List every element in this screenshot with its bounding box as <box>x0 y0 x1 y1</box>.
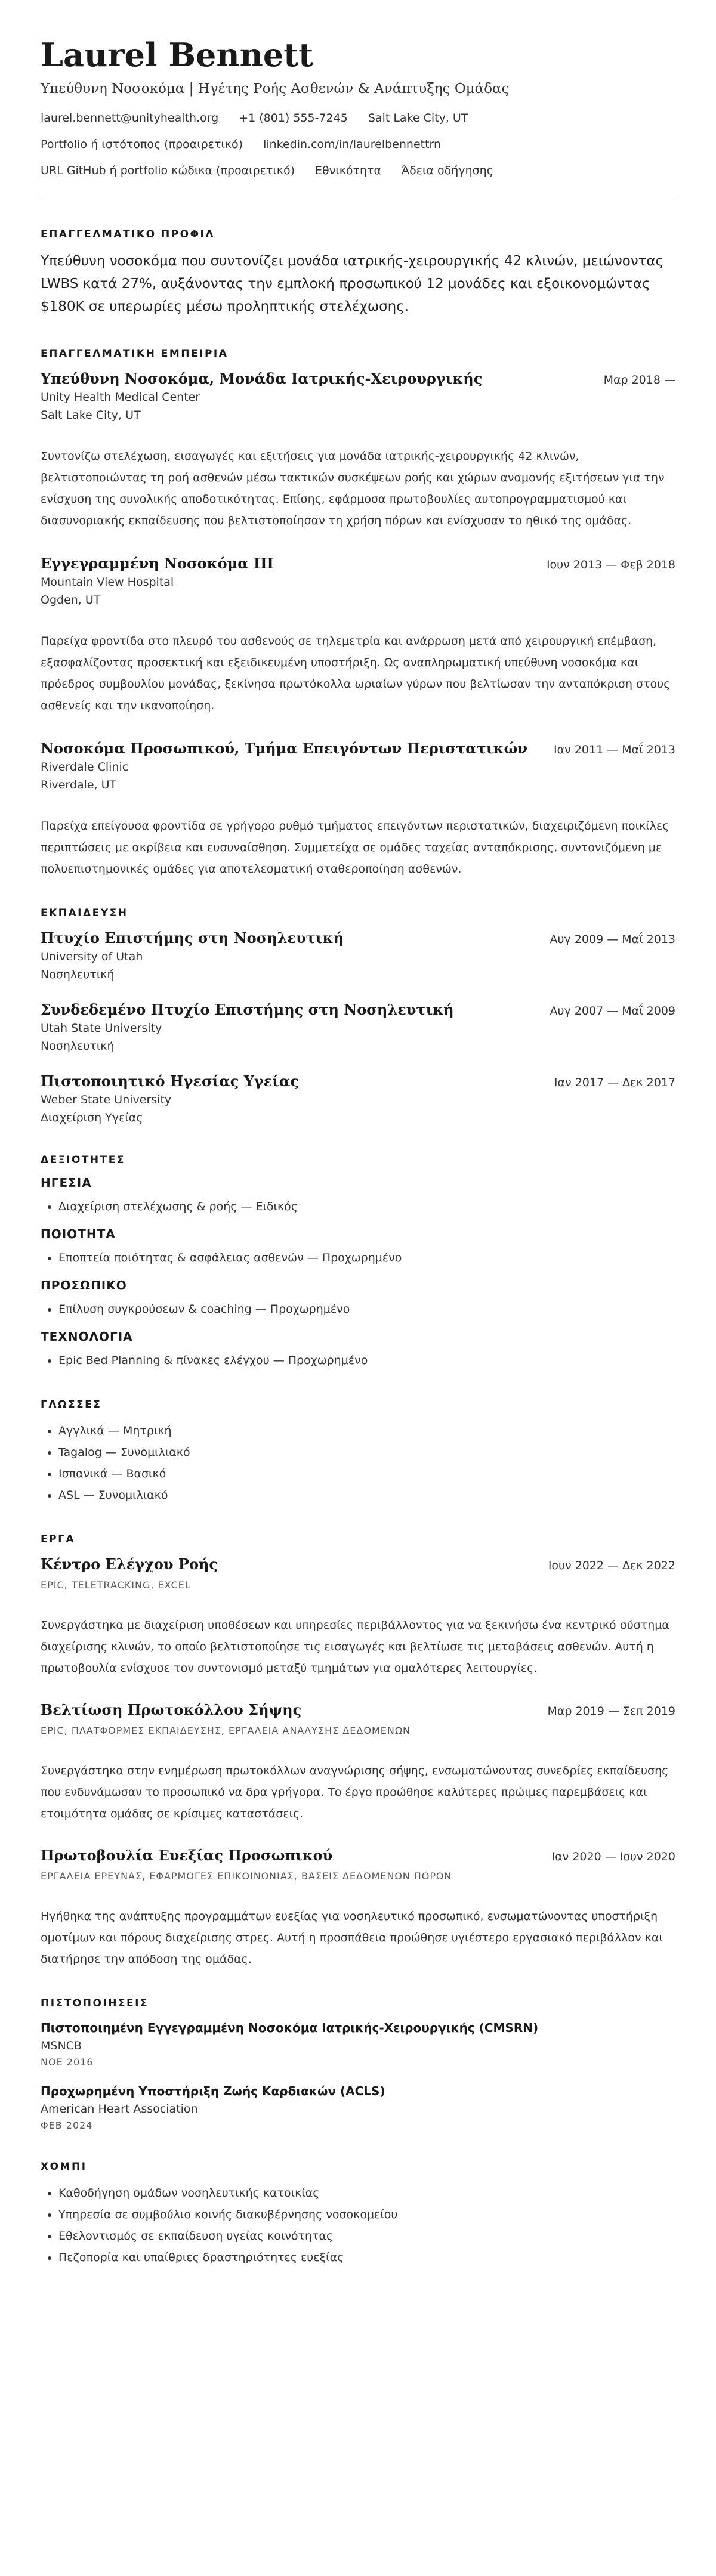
education-entry <box>41 1000 675 1055</box>
contact-row-2 <box>41 136 675 153</box>
project-entry <box>41 1700 675 1824</box>
section-heading: ΔΕΞΙΟΤΗΤΕΣ <box>41 1154 125 1166</box>
school-name: Weber State University <box>41 1093 172 1106</box>
job-location: Ogden, UT <box>41 593 101 607</box>
project-entry <box>41 1555 675 1679</box>
school-name: University of Utah <box>41 950 143 963</box>
contact-portfolio[interactable]: Portfolio ή ιστότοπος (προαιρετικό) <box>41 138 243 151</box>
project-technologies: ΕΡΓΑΛΕΙΑ ΕΡΕΥΝΑΣ, ΕΦΑΡΜΟΓΕΣ ΕΠΙΚΟΙΝΩΝΙΑΣ, ΒΑΣΕΙΣ ΔΕΔΟΜΕΝΩΝ ΠΟΡΩΝ <box>41 1870 452 1882</box>
project-dates: Ιαν 2020 — Ιουν 2020 <box>551 1850 675 1863</box>
degree-title: Συνδεδεμένο Πτυχίο Επιστήμης στη Νοσηλευτική <box>41 1001 454 1018</box>
contact-phone[interactable]: +1 (801) 555-7245 <box>239 112 348 125</box>
job-location: Salt Lake City, UT <box>41 409 141 422</box>
section-heading: ΕΠΑΓΓΕΛΜΑΤΙΚΗ ΕΜΠΕΙΡΙΑ <box>41 348 229 360</box>
education-dates: Αυγ 2009 — Μαΐ 2013 <box>550 933 675 946</box>
certification-entry <box>41 2019 675 2070</box>
skill-group <box>41 1176 675 1217</box>
project-title: Πρωτοβουλία Ευεξίας Προσωπικού <box>41 1847 333 1864</box>
projects-section <box>41 1533 675 1970</box>
project-entry <box>41 1846 675 1970</box>
language-item: • ASL — Συνομιλιακό <box>58 1485 675 1506</box>
skill-category: ΤΕΧΝΟΛΟΓΙΑ <box>41 1329 133 1344</box>
job-description: Παρείχα φροντίδα στο πλευρό του ασθενούς σε τηλεμετρία και ανάρρωση μετά από χειρουργική επέμβαση, εξασφαλίζοντας προσεκτική και εξειδικευμένη υποστήριξη. Ως αναπληρωματική υπεύθυνη νοσοκόμα και πρόεδρος συμβουλίου μονάδας, ξεκίνησα πρωτόκολλα ωριαίων γύρων που βελτίωσαν την ανταπόκριση στους ασθενείς και την ικανοποίηση. <box>41 635 671 712</box>
school-name: Utah State University <box>41 1022 162 1035</box>
certification-name: Πιστοποιημένη Εγγεγραμμένη Νοσοκόμα Ιατρικής-Χειρουργικής (CMSRN) <box>41 2021 539 2035</box>
skill-item: • Epic Bed Planning & πίνακες ελέγχου — Προχωρημένο <box>58 1350 675 1371</box>
skill-item: • Επίλυση συγκρούσεων & coaching — Προχωρημένο <box>58 1298 675 1320</box>
field-of-study: Διαχείριση Υγείας <box>41 1111 143 1124</box>
job-dates: Ιουν 2013 — Φεβ 2018 <box>546 558 675 571</box>
section-heading: ΕΠΑΓΓΕΛΜΑΤΙΚΟ ΠΡΟΦΙΛ <box>41 228 215 240</box>
project-dates: Μαρ 2019 — Σεπ 2019 <box>547 1705 675 1718</box>
education-entry <box>41 929 675 984</box>
experience-entry <box>41 739 675 880</box>
hobby-item: • Καθοδήγηση ομάδων νοσηλευτικής κατοικίας <box>58 2182 675 2204</box>
experience-section <box>41 348 675 880</box>
candidate-title: Υπεύθυνη Νοσοκόμα | Ηγέτης Ροής Ασθενών & Ανάπτυξης Ομάδας <box>41 81 510 97</box>
profile-section <box>41 228 675 318</box>
hobbies-list <box>41 2182 675 2268</box>
language-item: • Tagalog — Συνομιλιακό <box>58 1442 675 1463</box>
language-item: • Ισπανικά — Βασικό <box>58 1463 675 1485</box>
skill-group <box>41 1227 675 1269</box>
job-title: Υπεύθυνη Νοσοκόμα, Μονάδα Ιατρικής-Χειρουργικής <box>41 370 483 387</box>
experience-entry <box>41 369 675 531</box>
contact-row-1 <box>41 110 675 126</box>
employer: Mountain View Hospital <box>41 576 174 589</box>
skill-category: ΠΟΙΟΤΗΤΑ <box>41 1227 116 1241</box>
degree-title: Πιστοποιητικό Ηγεσίας Υγείας <box>41 1072 299 1090</box>
profile-summary: Υπεύθυνη νοσοκόμα που συντονίζει μονάδα ιατρικής-χειρουργικής 42 κλινών, μειώνοντας LWBS κατά 27%, αυξάνοντας την εμπλοκή προσωπικού 12 μονάδες και εξοικονομώντας $180K σε υπερωρίες μέσω προληπτικής στελέχωσης. <box>41 253 664 314</box>
section-heading: ΧΟΜΠΙ <box>41 2161 87 2173</box>
section-heading: ΕΚΠΑΙΔΕΥΣΗ <box>41 907 128 919</box>
skill-item: • Διαχείριση στελέχωσης & ροής — Ειδικός <box>58 1196 675 1217</box>
contact-email[interactable]: laurel.bennett@unityhealth.org <box>41 112 219 125</box>
certification-entry <box>41 2082 675 2133</box>
field-of-study: Νοσηλευτική <box>41 1040 115 1053</box>
education-dates: Αυγ 2007 — Μαΐ 2009 <box>550 1004 675 1018</box>
experience-entry <box>41 554 675 716</box>
education-entry <box>41 1072 675 1127</box>
contact-github[interactable]: URL GitHub ή portfolio κώδικα (προαιρετικό) <box>41 164 295 177</box>
contact-location: Salt Lake City, UT <box>368 112 468 125</box>
certification-issuer: American Heart Association <box>41 2102 198 2116</box>
employer: Riverdale Clinic <box>41 760 129 774</box>
degree-title: Πτυχίο Επιστήμης στη Νοσηλευτική <box>41 929 344 947</box>
contact-nationality: Εθνικότητα <box>315 164 381 177</box>
certification-date: ΦΕΒ 2024 <box>41 2120 93 2131</box>
contact-row-3 <box>41 162 675 179</box>
job-title: Εγγεγραμμένη Νοσοκόμα III <box>41 555 274 572</box>
skills-section <box>41 1154 675 1371</box>
resume-header <box>41 37 675 179</box>
certifications-section <box>41 1997 675 2133</box>
project-title: Κέντρο Ελέγχου Ροής <box>41 1556 218 1573</box>
job-title: Νοσοκόμα Προσωπικού, Τμήμα Επειγόντων Περιστατικών <box>41 740 527 757</box>
section-heading: ΕΡΓΑ <box>41 1533 76 1545</box>
project-description: Συνεργάστηκα στην ενημέρωση πρωτοκόλλων αναγνώρισης σήψης, ενσωματώνοντας συνεδρίες εκπαίδευσης που ενδυνάμωσαν το προσωπικό να δρα γρήγορα. Το έργο προώθησε καλύτερες πρώιμες παρεμβάσεις και ετοιμότητα ομάδας σε κρίσιμες καταστάσεις. <box>41 1764 669 1820</box>
section-heading: ΓΛΩΣΣΕΣ <box>41 1399 102 1411</box>
hobby-item: • Πεζοπορία και υπαίθριες δραστηριότητες ευεξίας <box>58 2247 675 2268</box>
contact-linkedin[interactable]: linkedin.com/in/laurelbennettrn <box>263 138 442 151</box>
project-dates: Ιουν 2022 — Δεκ 2022 <box>548 1559 675 1572</box>
candidate-name: Laurel Bennett <box>41 36 314 74</box>
project-description: Ηγήθηκα της ανάπτυξης προγραμμάτων ευεξίας για νοσηλευτικό προσωπικό, ενσωματώνοντας υποστήριξη ομοτίμων και πόρους διαχείρισης στρες. Αυτή η προσπάθεια προώθησε υγιέστερο εργασιακό περιβάλλον και διατήρησε την απόδοση της ομάδας. <box>41 1910 663 1966</box>
job-dates: Μαρ 2018 — <box>603 373 675 386</box>
certification-name: Προχωρημένη Υποστήριξη Ζωής Καρδιακών (ACLS) <box>41 2084 385 2098</box>
certification-issuer: MSNCB <box>41 2039 82 2052</box>
hobby-item: • Υπηρεσία σε συμβούλιο κοινής διακυβέρνησης νοσοκομείου <box>58 2204 675 2225</box>
skill-category: ΠΡΟΣΩΠΙΚΟ <box>41 1278 127 1292</box>
project-title: Βελτίωση Πρωτοκόλλου Σήψης <box>41 1701 302 1718</box>
job-description: Συντονίζω στελέχωση, εισαγωγές και εξιτήσεις για μονάδα ιατρικής-χειρουργικής 42 κλινών, βελτιστοποιώντας τη ροή ασθενών μέσω τακτικών συσκέψεων ροής και χώρων αναμονής εξιτήσεων για την ενίσχυση της συνολικής αποδοτικότητας. Επίσης, εφάρμοσα πρωτοβουλίες αυτοπρογραμματισμού και διασυνοριακής εκπαίδευσης που βελτιστοποίησαν τη χρήση πόρων και ενίσχυσαν το ηθικό της ομάδας. <box>41 450 665 527</box>
education-section <box>41 907 675 1127</box>
education-dates: Ιαν 2017 — Δεκ 2017 <box>554 1076 675 1089</box>
section-heading: ΠΙΣΤΟΠΟΙΗΣΕΙΣ <box>41 1997 149 2009</box>
employer: Unity Health Medical Center <box>41 391 200 404</box>
project-description: Συνεργάστηκα με διαχείριση υποθέσεων και υπηρεσίες περιβάλλοντος για να ξεκινήσω ένα κεντρικό σύστημα διαχείρισης κλινών, το οποίο βελτιστοποίησε τις εισαγωγές και βελτίωσε τις μεταβάσεις ασθενών. Αυτή η πρωτοβουλία ενίσχυσε τον συντονισμό μεταξύ τμημάτων για ομαλότερες λειτουργίες. <box>41 1619 669 1675</box>
language-item: • Αγγλικά — Μητρική <box>58 1420 675 1442</box>
job-location: Riverdale, UT <box>41 778 117 791</box>
contact-license: Άδεια οδήγησης <box>401 164 493 177</box>
project-technologies: EPIC, ΠΛΑΤΦΟΡΜΕΣ ΕΚΠΑΙΔΕΥΣΗΣ, ΕΡΓΑΛΕΙΑ ΑΝΑΛΥΣΗΣ ΔΕΔΟΜΕΝΩΝ <box>41 1725 411 1736</box>
languages-list <box>41 1420 675 1506</box>
job-dates: Ιαν 2011 — Μαΐ 2013 <box>554 743 675 756</box>
skill-category: ΗΓΕΣΙΑ <box>41 1176 92 1190</box>
skill-group <box>41 1329 675 1371</box>
languages-section <box>41 1399 675 1506</box>
skill-item: • Εποπτεία ποιότητας & ασφάλειας ασθενών — Προχωρημένο <box>58 1247 675 1269</box>
skill-group <box>41 1278 675 1320</box>
project-technologies: EPIC, TELETRACKING, EXCEL <box>41 1579 191 1591</box>
hobbies-section <box>41 2161 675 2268</box>
field-of-study: Νοσηλευτική <box>41 968 115 981</box>
job-description: Παρείχα επείγουσα φροντίδα σε γρήγορο ρυθμό τμήματος επειγόντων περιστατικών, διαχειριζόμενη ποικίλες περιπτώσεις με ακρίβεια και ευσυναίσθηση. Συμμετείχα σε ομάδες ταχείας ανταπόκρισης, συντονιζόμενη με πολυεπιστημονικές ομάδες για αποτελεσματική σταθεροποίηση ασθενών. <box>41 820 669 876</box>
hobby-item: • Εθελοντισμός σε εκπαίδευση υγείας κοινότητας <box>58 2225 675 2247</box>
certification-date: ΝΟΕ 2016 <box>41 2057 94 2068</box>
